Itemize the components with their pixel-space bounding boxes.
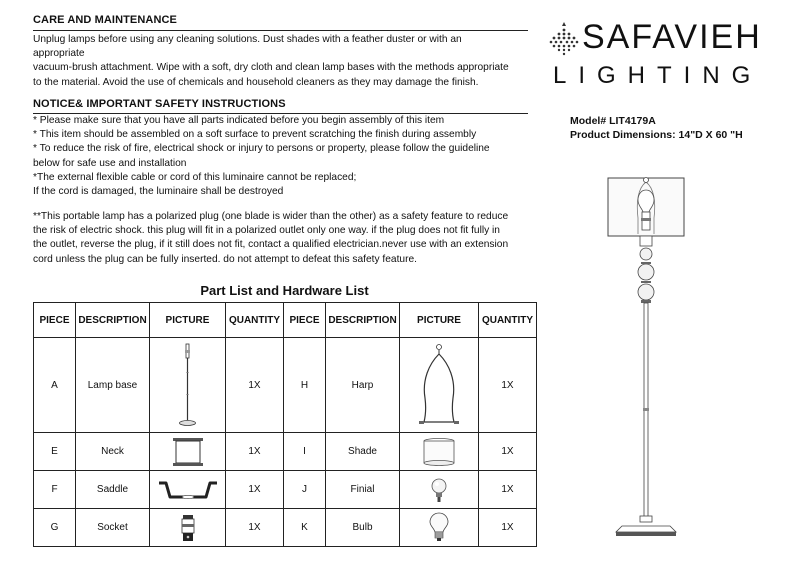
quantity-cell: 1X [479,338,537,433]
picture-cell [400,433,479,471]
picture-cell [400,509,479,547]
care-line: appropriate [33,48,85,60]
quantity-cell: 1X [226,433,284,471]
header-description: DESCRIPTION [326,303,400,338]
notice-line: * To reduce the risk of fire, electrical shock or injury to persons or property, please follow the guideline [33,143,490,155]
piece-cell: H [284,338,326,433]
table-row [34,471,537,509]
description-cell: Shade [326,433,400,471]
notice-line: * This item should be assembled on a soft surface to prevent scratching the finish during assembly [33,129,477,141]
care-title: CARE AND MAINTENANCE [33,14,177,26]
plug-line: **This portable lamp has a polarized plug (one blade is wider than the other) as a safety feature to reduce [33,211,509,222]
care-divider [33,30,528,31]
header-piece: PIECE [34,303,76,338]
care-line: vacuum-brush attachment. Wipe with a soft, dry cloth and clean lamp bases with the methods appropriate [33,62,509,74]
description-cell: Socket [76,509,150,547]
piece-cell: E [34,433,76,471]
product-info [570,114,743,142]
shade-icon [421,437,457,467]
plug-paragraph [33,210,528,267]
description-cell: Bulb [326,509,400,547]
picture-cell [400,471,479,509]
model-number: Model# LIT4179A [570,115,656,127]
finial-icon [429,476,449,504]
piece-cell: K [284,509,326,547]
header-description: DESCRIPTION [76,303,150,338]
quantity-cell: 1X [226,338,284,433]
notice-line: *The external flexible cable or cord of this luminaire cannot be replaced; [33,171,357,183]
harp-icon [417,342,461,428]
picture-cell [150,338,226,433]
parts-table [33,302,537,547]
brand-sub: LIGHTING [553,62,763,89]
piece-cell: G [34,509,76,547]
plug-line: cord unless the plug can be fully inserted. do not attempt to defeat this safety feature. [33,253,417,265]
picture-cell [150,509,226,547]
piece-cell: F [34,471,76,509]
plug-line: the outlet, reverse the plug, if it still does not fit, contact a qualified electrician.never use with an extension [33,239,509,251]
notice-line: If the cord is damaged, the luminaire shall be destroyed [33,186,284,198]
quantity-cell: 1X [479,471,537,509]
header-picture: PICTURE [400,303,479,338]
lamp-base-icon [178,342,198,428]
quantity-cell: 1X [479,509,537,547]
notice-title: NOTICE& IMPORTANT SAFETY INSTRUCTIONS [33,98,286,110]
care-paragraph [33,33,528,90]
header-piece: PIECE [284,303,326,338]
picture-cell [400,338,479,433]
header-quantity: QUANTITY [226,303,284,338]
piece-cell: J [284,471,326,509]
care-line: Unplug lamps before using any cleaning solutions. Dust shades with a feather duster or with an [33,34,462,45]
parts-title: Part List and Hardware List [200,283,369,298]
picture-cell [150,433,226,471]
plug-line: the risk of electric shock. this plug will fit in a polarized outlet only one way. if the plug does not fit fully in [33,225,500,237]
notice-line: * Please make sure that you have all parts indicated before you begin assembly of this item [33,115,445,126]
header-picture: PICTURE [150,303,226,338]
description-cell: Finial [326,471,400,509]
header-quantity: QUANTITY [479,303,537,338]
description-cell: Saddle [76,471,150,509]
socket-icon [179,513,197,543]
notice-line: below for safe use and installation [33,157,187,169]
neck-icon [171,437,205,467]
quantity-cell: 1X [479,433,537,471]
picture-cell [150,471,226,509]
description-cell: Harp [326,338,400,433]
table-row [34,433,537,471]
piece-cell: A [34,338,76,433]
brand-name: SAFAVIEH [582,18,762,56]
table-row [34,509,537,547]
description-cell: Lamp base [76,338,150,433]
floor-lamp-illustration [600,168,692,548]
quantity-cell: 1X [226,471,284,509]
product-dimensions: Product Dimensions: 14"D X 60 "H [570,129,743,141]
quantity-cell: 1X [226,509,284,547]
piece-cell: I [284,433,326,471]
bulb-icon [429,512,449,544]
parts-header-row [34,303,537,338]
care-line: to the material. Avoid the use of chemicals and household cleaners as they may damage the finish. [33,76,479,88]
description-cell: Neck [76,433,150,471]
table-row [34,338,537,433]
saddle-icon [156,475,220,505]
chandelier-dots-icon [548,20,580,56]
notice-paragraph [33,114,528,199]
